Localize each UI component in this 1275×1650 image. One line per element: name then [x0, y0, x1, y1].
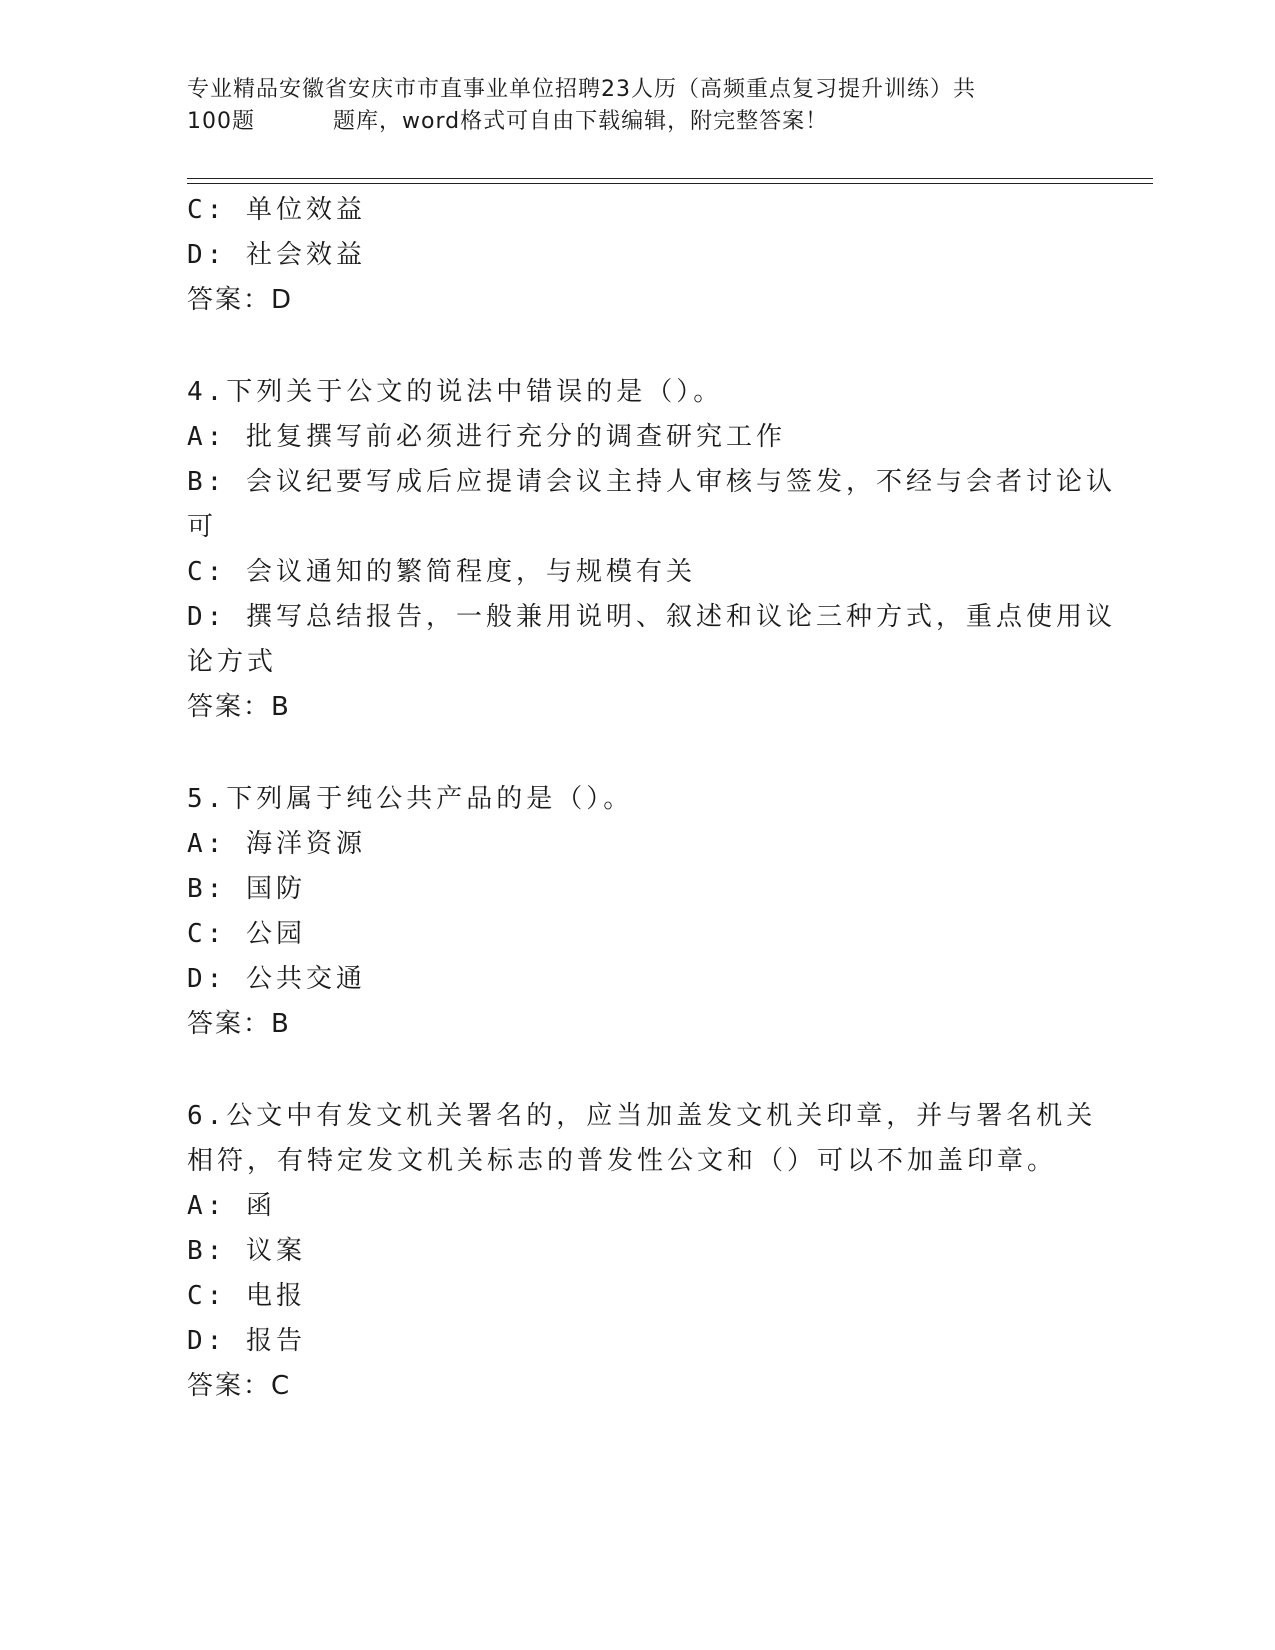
question-stem: 4.下列关于公文的说法中错误的是（）。 [187, 377, 724, 407]
option-a: A: 海洋资源 [187, 829, 366, 859]
header-count: 100题 [187, 109, 255, 134]
question-stem: 6.公文中有发文机关署名的，应当加盖发文机关印章，并与署名机关 [187, 1101, 1097, 1131]
answer: 答案：D [187, 285, 294, 315]
option-c: C: 单位效益 [187, 195, 366, 225]
option-a: A: 函 [187, 1191, 276, 1221]
option-c: C: 公园 [187, 919, 306, 949]
question-4 [187, 370, 1116, 730]
page-header [187, 74, 1087, 138]
option-d: D: 撰写总结报告，一般兼用说明、叙述和议论三种方式，重点使用议 [187, 602, 1116, 632]
option-b-continued: 可 [187, 512, 218, 542]
question-list [187, 188, 1116, 1409]
option-d: D: 报告 [187, 1326, 306, 1356]
question-stem-continued: 相符，有特定发文机关标志的普发性公文和（）可以不加盖印章。 [187, 1146, 1058, 1176]
option-d-continued: 论方式 [187, 647, 278, 677]
option-b: B: 国防 [187, 874, 306, 904]
answer: 答案：B [187, 1009, 291, 1039]
header-divider-bottom [187, 183, 1153, 184]
option-d: D: 公共交通 [187, 964, 366, 994]
header-title-line1: 专业精品安徽省安庆市市直事业单位招聘23人历（高频重点复习提升训练）共 [187, 77, 976, 102]
header-title-line2 [187, 106, 1087, 138]
option-b: B: 议案 [187, 1236, 306, 1266]
option-c: C: 电报 [187, 1281, 306, 1311]
option-c: C: 会议通知的繁简程度，与规模有关 [187, 557, 696, 587]
option-a: A: 批复撰写前必须进行充分的调查研究工作 [187, 422, 786, 452]
answer: 答案：B [187, 692, 291, 722]
header-divider-top [187, 178, 1153, 179]
question-6 [187, 1094, 1097, 1409]
option-d: D: 社会效益 [187, 240, 366, 270]
answer: 答案：C [187, 1371, 292, 1401]
question-5 [187, 777, 1087, 1047]
option-b: B: 会议纪要写成后应提请会议主持人审核与签发，不经与会者讨论认 [187, 467, 1116, 497]
question-stem: 5.下列属于纯公共产品的是（）。 [187, 784, 634, 814]
question-3-tail [187, 188, 1087, 323]
header-subtitle: 题库，word格式可自由下载编辑，附完整答案！ [333, 109, 829, 134]
